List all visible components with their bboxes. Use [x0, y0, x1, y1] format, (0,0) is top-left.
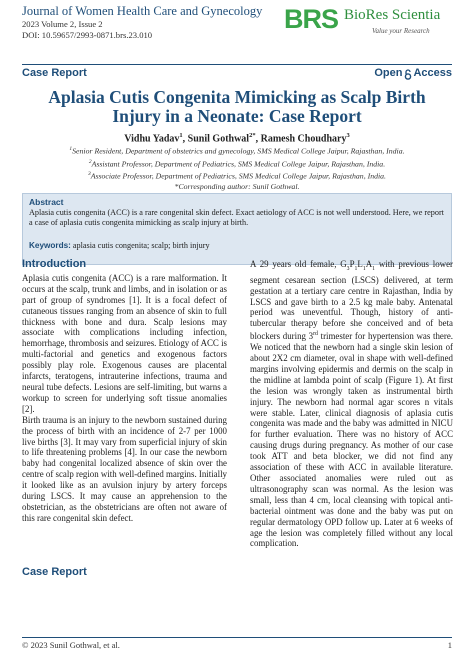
doi: DOI: 10.59657/2993-0871.brs.23.010	[22, 30, 153, 40]
case-paragraph: A 29 years old female, $G_3P_1L_1A_1$ with previous lower segment cesarean section (LSCS) delivered, at term gestation at a tertiary care centre in Rajasthan, India by LSCS and gave birth to a 2.5 kg male baby. Antenatal period was uneventful. Though, history of anti-tubercular therapy before she conceived and of beta blockers during 3rd trimester for hypertension was there. We noticed that the newborn had a single skin lesion of about 2X2 cm diameter, oval in shape with well-defined margins involving epidermis and dermis on the scalp in the midline at lambda point of scalp (Figure 1). At first the lesion was wrongly taken as instrumental birth injury. The newborn had normal agar scores n vitals were stable. Later, clinical diagnosis of aplasia cutis congenita was made and the baby was admitted in NICU for further evaluation. There was no history of ACC causing drugs during pregnancy. As mother of our case took ATT and beta blocker, we did not find any association of these with ACC in available literature. Other associated anomalies were ruled out as ultrasonography scan was normal. As the lesion was small, less than 4 cm, local cleansing with topical anti-bacterial ointment was done and the baby was put on regular dermatology OPD follow up. Later at 6 weeks of age the lesion was completely filled without any local complication.	[250, 259, 453, 549]
abstract-label: Abstract	[29, 197, 64, 207]
footer-rule	[22, 637, 452, 638]
publisher-logo	[284, 6, 454, 42]
open-access-label-open: Open	[374, 67, 403, 79]
case-report-heading: Case Report	[22, 566, 87, 578]
open-access-label-access: Access	[413, 67, 452, 79]
article-title: Aplasia Cutis Congenita Mimicking as Scalp Birth Injury in a Neonate: Case Report	[48, 87, 426, 126]
affiliation: $^1$Senior Resident, Department of obstetrics and gynecology, SMS Medical College Jaipur, Rajasthan, India.	[69, 146, 405, 156]
affiliation: $^2$Assistant Professor, Department of Pediatrics, SMS Medical College Jaipur, Rajasthan, India.	[88, 158, 386, 169]
issue-info: 2023 Volume 2, Issue 2	[22, 19, 103, 29]
left-column	[22, 259, 227, 524]
page-number: 1	[447, 640, 452, 650]
keywords-label: Keywords:	[29, 241, 71, 250]
copyright: © 2023 Sunil Gothwal, et al.	[22, 640, 120, 650]
journal-name: Journal of Women Health Care and Gynecology	[22, 4, 263, 18]
logo-tagline: Value your Research	[372, 27, 430, 35]
intro-paragraph: Aplasia cutis congenita (ACC) is a rare malformation. It occurs at the scalp, trunk and limbs, and in isolation or as part of group of syndromes [1]. It is a focal defect of cutaneous tissues ranging from an absence of skin to full thickness with bone and dura. Scalp lesions may associate with complications including infection, hemorrhage, thrombosis and seizures. Etiology of ACC is multi-factorial and genetics and exogenous factors possibly play role. Exogenous causes are placental infarcts, teratogens, intrauterine infections, trauma and neural tube defects. Lesions are self-limiting, but warns a workup to screen for underlying soft tissue anomalies [2].	[22, 272, 227, 414]
right-column	[250, 259, 453, 549]
corresponding-author: *Corresponding author: Sunil Gothwal.	[174, 181, 300, 191]
affiliation: $^3$Associate Professor, Department of Pediatrics, SMS Medical College Jaipur, Rajasthan, India.	[87, 171, 387, 181]
abstract-box	[22, 193, 452, 265]
intro-paragraph: Birth trauma is an injury to the newborn sustained during the process of birth with an incidence of 2-7 per 1000 live births [3]. It may vary from superficial injury of skin to life threatening problems [4]. In our case the newborn baby had congenital localized absence of skin over the centre of scalp region with well-defined margins. Initially it looked like as an avulsion injury by artery forceps during LSCS. It may cause an apprehension to the obstetrician, as the obstetricians are often not aware of this rare congenital skin defect.	[22, 414, 227, 523]
article-meta-bar	[22, 67, 452, 81]
article-type: Case Report	[22, 67, 87, 79]
intro-heading: Introduction	[22, 258, 87, 270]
keywords-text: aplasia cutis congenita; scalp; birth injury	[72, 241, 210, 250]
open-access-badge	[374, 67, 452, 79]
keywords	[29, 241, 210, 250]
abstract-text: Aplasia cutis congenita (ACC) is a rare congenital skin defect. Exact aetiology of ACC is not well understood. Here, we report a case of aplasia cutis congenita mimicking as scalp injury at birth.	[29, 208, 444, 227]
open-lock-icon	[404, 69, 411, 78]
affiliations	[22, 144, 452, 192]
logo-name: BioRes Scientia	[344, 7, 441, 23]
page-footer	[22, 640, 452, 650]
author-list: Vidhu Yadav$^1$, Sunil Gothwal$^{2*}$, Ramesh Choudhary$^3$	[124, 132, 350, 145]
logo-mark: BRS	[284, 4, 339, 34]
header-rule	[22, 64, 452, 65]
journal-header	[22, 4, 282, 41]
